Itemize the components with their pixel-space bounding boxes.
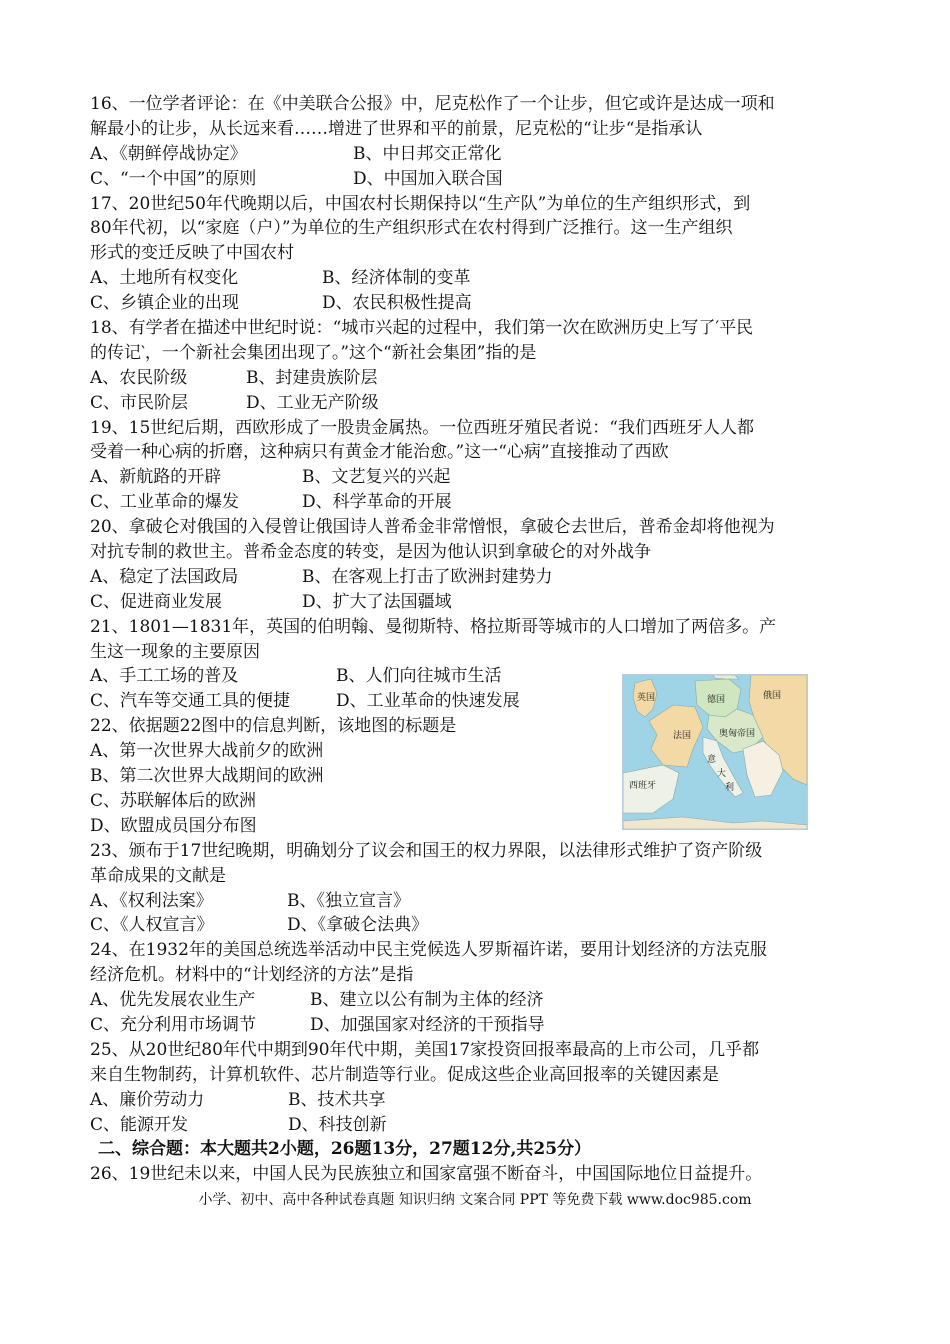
option-c: C、汽车等交通工具的便捷 (90, 691, 291, 712)
option-c: C、能源开发 (90, 1114, 189, 1135)
question-25-options (90, 1113, 870, 1138)
map-label-germany: 德国 (707, 695, 726, 705)
question-16-stem: 16、一位学者评论：在《中美联合公报》中，尼克松作了一个让步，但它或许是达成一项和 (90, 94, 775, 114)
map-label-russia: 俄国 (763, 691, 782, 701)
question-18-stem: 18、有学者在描述中世纪时说：“城市兴起的过程中，我们第一次在欧洲历史上写了′平民 (90, 318, 754, 339)
question-16-options (90, 167, 870, 192)
map-label-italy: 意 (707, 755, 717, 765)
option-c: C、苏联解体后的欧洲 (90, 790, 257, 811)
map-label-italy: 大 (717, 769, 727, 779)
option-a: A、土地所有权变化 (90, 268, 239, 289)
europe-map-figure (622, 674, 808, 830)
question-22-stem: 22、依据题22图中的信息判断，该地图的标题是 (90, 716, 457, 737)
option-a: A、农民阶级 (90, 367, 188, 388)
question-17-stem: 17、20世纪50年代晚期以后，中国农村长期保持以“生产队”为单位的生产组织形式，到 (90, 193, 751, 214)
question-19-stem: 受着一种心病的折磨，这种病只有黄金才能治愈。”这一“心病”直接推动了西欧 (90, 442, 669, 463)
option-a: A、稳定了法国政局 (90, 566, 239, 587)
option-b: B、《独立宣言》 (287, 890, 410, 911)
question-19-options (90, 490, 870, 515)
question-23-options (90, 889, 870, 914)
option-b: B、第二次世界大战期间的欧洲 (90, 766, 324, 787)
option-c: C、“一个中国”的原则 (90, 168, 257, 189)
option-b: B、文艺复兴的兴起 (302, 467, 451, 488)
question-16-stem: 解最小的让步，从长远来看……增进了世界和平的前景，尼克松的“让步“是指承认 (90, 118, 703, 139)
question-21-stem: 21、1801—1831年，英国的伯明翰、曼彻斯特、格拉斯哥等城市的人口增加了两倍多。产 (90, 616, 777, 637)
option-d: D、科技创新 (288, 1114, 387, 1135)
question-19-options (90, 465, 870, 490)
option-a: A、优先发展农业生产 (90, 990, 256, 1011)
option-b: B、封建贵族阶层 (246, 367, 378, 388)
option-b: B、在客观上打击了欧洲封建势力 (302, 566, 553, 587)
option-c: C、市民阶层 (90, 392, 189, 413)
question-19-stem: 19、15世纪后期，西欧形成了一股贵金属热。一位西班牙殖民者说：“我们西班牙人人都 (90, 417, 754, 438)
option-d: D、《拿破仑法典》 (287, 915, 429, 936)
question-23-stem: 革命成果的文献是 (90, 865, 226, 886)
question-17-options (90, 291, 870, 316)
option-d: D、农民积极性提高 (322, 293, 472, 314)
option-d: D、工业革命的快速发展 (336, 691, 520, 712)
question-24-stem: 经济危机。材料中的“计划经济的方法”是指 (90, 965, 414, 986)
option-a: A、《朝鲜停战协定》 (90, 143, 247, 164)
option-c: C、工业革命的爆发 (90, 492, 240, 513)
map-label-spain: 西班牙 (629, 781, 657, 791)
question-24-options (90, 988, 870, 1013)
option-b: B、经济体制的变革 (322, 268, 471, 289)
option-c: C、促进商业发展 (90, 591, 223, 612)
option-a: A、第一次世界大战前夕的欧洲 (90, 741, 324, 762)
question-23-options (90, 913, 870, 938)
question-20-stem: 对抗专制的救世主。普希金态度的转变，是因为他认识到拿破仑的对外战争 (90, 542, 651, 563)
question-23-stem: 23、颁布于17世纪晚期，明确划分了议会和国王的权力界限，以法律形式维护了资产阶级 (90, 840, 763, 861)
option-d: D、加强国家对经济的干预指导 (310, 1014, 545, 1035)
question-18-stem: 的传记‵，一个新社会集团出现了。”这个“新社会集团”指的是 (90, 342, 537, 363)
option-b: B、技术共享 (288, 1089, 386, 1110)
map-label-france: 法国 (673, 731, 692, 741)
map-label-austria-hungary: 奥匈帝国 (719, 729, 756, 739)
option-a: A、手工工场的普及 (90, 666, 239, 687)
section-heading: 二、综合题：本大题共2小题，26题13分，27题12分,共25分） (98, 1139, 592, 1160)
question-17-options (90, 266, 870, 291)
option-a: A、《权利法案》 (90, 890, 213, 911)
question-25-options (90, 1088, 870, 1113)
question-18-options (90, 391, 870, 416)
map-label-italy: 利 (725, 783, 735, 793)
question-24-options (90, 1013, 870, 1038)
option-c: C、《人权宣言》 (90, 915, 214, 936)
question-25-stem: 25、从20世纪80年代中期到90年代中期，美国17家投资回报率最高的上市公司，几乎都 (90, 1039, 760, 1060)
option-b: B、人们向往城市生活 (336, 666, 502, 687)
question-21-stem: 生这一现象的主要原因 (90, 641, 260, 662)
option-d: D、欧盟成员国分布图 (90, 815, 257, 836)
option-a: A、廉价劳动力 (90, 1089, 205, 1110)
exam-page (90, 92, 870, 1187)
question-26-stem: 26、19世纪未以来，中国人民为民族独立和国家富强不断奋斗，中国国际地位日益提升。 (90, 1164, 763, 1185)
option-c: C、乡镇企业的出现 (90, 293, 240, 314)
option-d: D、中国加入联合国 (353, 168, 503, 189)
question-20-options (90, 565, 870, 590)
option-a: A、新航路的开辟 (90, 467, 222, 488)
question-20-stem: 20、拿破仑对俄国的入侵曾让俄国诗人普希金非常憎恨，拿破仑去世后，普希金却将他视为 (90, 517, 775, 538)
question-20-options (90, 590, 870, 615)
option-b: B、建立以公有制为主体的经济 (310, 990, 544, 1011)
option-d: D、工业无产阶级 (246, 392, 379, 413)
map-label-uk: 英国 (637, 693, 656, 703)
question-18-options (90, 366, 870, 391)
page-footer: 小学、初中、高中各种试卷真题 知识归纳 文案合同 PPT 等免费下载 www.doc985.com (198, 1192, 752, 1208)
question-16-options (90, 142, 870, 167)
question-17-stem: 形式的变迁反映了中国农村 (90, 243, 294, 264)
question-24-stem: 24、在1932年的美国总统选举活动中民主党候选人罗斯福许诺，要用计划经济的方法克服 (90, 940, 767, 961)
option-b: B、中日邦交正常化 (353, 143, 502, 164)
question-17-stem: 80年代初，以“家庭（户）”为单位的生产组织形式在农村得到广泛推行。这一生产组织 (90, 218, 733, 239)
question-25-stem: 来自生物制药，计算机软件、芯片制造等行业。促成这些企业高回报率的关键因素是 (90, 1064, 719, 1085)
option-d: D、扩大了法国疆域 (302, 591, 452, 612)
option-c: C、充分利用市场调节 (90, 1014, 257, 1035)
option-d: D、科学革命的开展 (302, 492, 452, 513)
